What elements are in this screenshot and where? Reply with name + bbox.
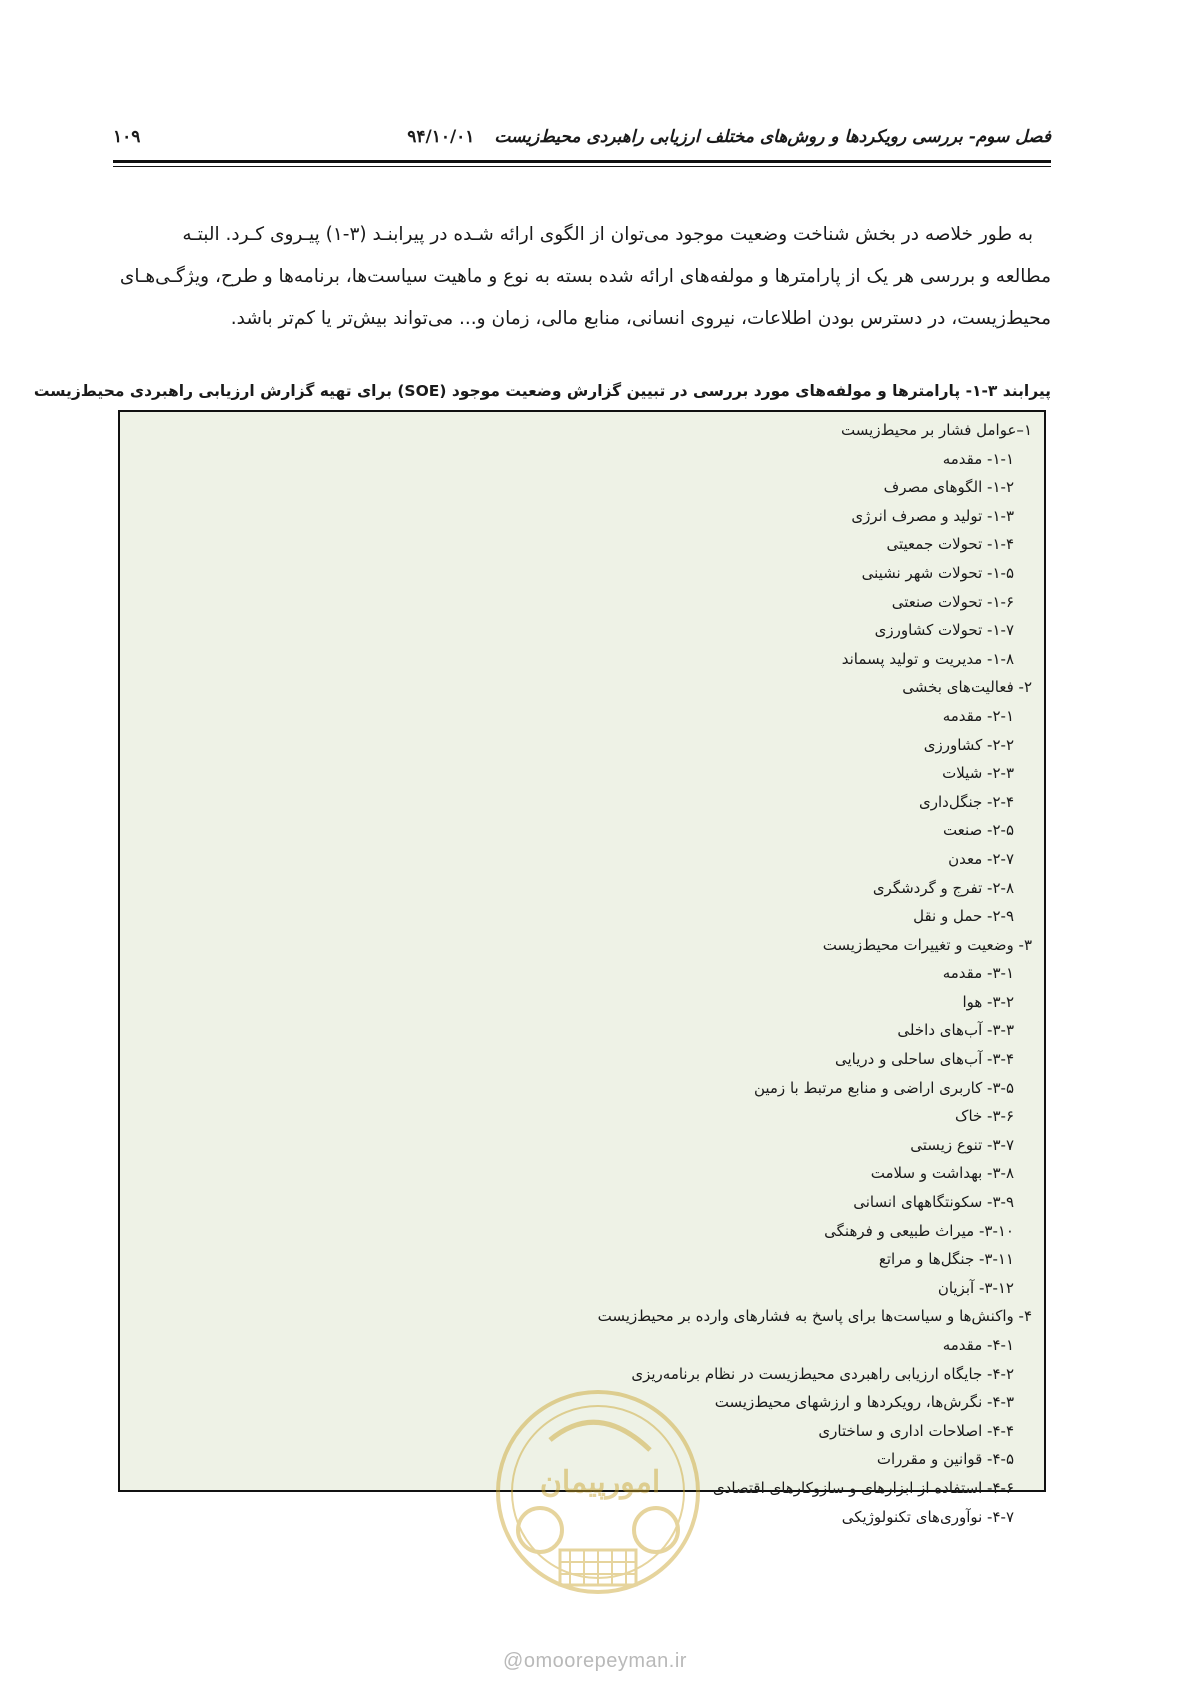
subsection-item: ۳-۴- آب‌های ساحلی و دریایی	[835, 1050, 1014, 1069]
subsection-item: ۳-۱۲- آبزیان	[937, 1278, 1014, 1297]
subsection-item: ۴-۱- مقدمه	[942, 1336, 1014, 1354]
subsection-item: ۳-۶- خاک	[955, 1107, 1014, 1126]
subsection-item: ۳-۱۱- جنگل‌ها و مراتع	[878, 1250, 1014, 1269]
subsection-item: ۳-۱۰- میراث طبیعی و فرهنگی	[824, 1221, 1014, 1240]
section-heading-item: ۱–عوامل فشار بر محیط‌زیست	[841, 421, 1032, 439]
subsection-item: ۲-۱- مقدمه	[942, 706, 1014, 725]
site-watermark: @omoorepeyman.ir	[503, 1650, 687, 1672]
running-header	[113, 122, 1051, 152]
subsection-item: ۳-۹- سکونتگاههای انسانی	[853, 1193, 1014, 1212]
header-rule-thin	[113, 166, 1051, 167]
subsection-item: ۱-۴- تحولات جمعیتی	[886, 535, 1014, 554]
header-date: ۹۴/۱۰/۰۱	[407, 127, 475, 147]
section-heading-item: ۳- وضعیت و تغییرات محیط‌زیست	[822, 935, 1032, 954]
subsection-item: ۲-۹- حمل و نقل	[913, 907, 1014, 926]
subsection-item: ۲-۲- کشاورزی	[923, 735, 1014, 754]
subsection-item: ۱-۱- مقدمه	[942, 449, 1014, 468]
subsection-item: ۴-۲- جایگاه ارزیابی راهبردی محیط‌زیست در نظام برنامه‌ریزی	[631, 1364, 1014, 1383]
subsection-item: ۱-۶- تحولات صنعتی	[891, 592, 1014, 611]
figure-caption: پیرابند ۳-۱- پارامترها و مولفه‌های مورد بررسی در تبیین گزارش وضعیت موجود (SOE) برای تهیه گزارش ارزیابی راهبردی محیط‌زیست	[33, 382, 1051, 400]
subsection-item: ۳-۱- مقدمه	[942, 964, 1014, 983]
subsection-item: ۴-۵- قوانین و مقررات	[876, 1450, 1014, 1469]
subsection-item: ۲-۵- صنعت	[943, 821, 1014, 840]
subsection-item: ۳-۷- تنوع زیستی	[910, 1135, 1014, 1154]
subsection-item: ۲-۷- معدن	[948, 849, 1014, 868]
subsection-item: ۲-۸- تفرج و گردشگری	[872, 878, 1014, 897]
parameters-box	[118, 410, 1046, 1526]
subsection-item: ۱-۳- تولید و مصرف انرژی	[851, 506, 1014, 525]
subsection-item: ۳-۳- آب‌های داخلی	[897, 1021, 1014, 1040]
subsection-item: ۱-۸- مدیریت و تولید پسماند	[841, 649, 1014, 668]
intro-line-2: مطالعه و بررسی هر یک از پارامترها و مولفه‌های ارائه شده بسته به نوع و ماهیت سیاست‌ها، برنامه‌ها و طرح، ویژگـی‌هـای	[119, 266, 1051, 287]
subsection-item: ۳-۲- هوا	[962, 992, 1014, 1011]
subsection-item: ۴-۴- اصلاحات اداری و ساختاری	[818, 1421, 1014, 1440]
intro-line-1: به طور خلاصه در بخش شناخت وضعیت موجود می‌توان از الگوی ارائه شـده در پیرابنـد (۳-۱) پیـروی کـرد. البتـه	[182, 224, 1033, 245]
gear-icon	[518, 1508, 678, 1552]
subsection-item: ۳-۸- بهداشت و سلامت	[870, 1164, 1014, 1183]
section-heading-item: ۴- واکنش‌ها و سیاست‌ها برای پاسخ به فشارهای وارده بر محیط‌زیست	[597, 1307, 1032, 1326]
intro-paragraph	[113, 214, 1051, 340]
subsection-item: ۴-۶- استفاده از ابزارهای و سازوکارهای اقتصادی	[712, 1478, 1014, 1497]
stamp-logo	[480, 1380, 716, 1608]
subsection-item: ۳-۵- کاربری اراضی و منابع مرتبط با زمین	[753, 1078, 1014, 1097]
stamp-text: امورپیمان	[539, 1465, 661, 1500]
header-rule-thick	[113, 160, 1051, 163]
page-number: ۱۰۹	[113, 127, 141, 147]
parameters-list	[598, 416, 1032, 1531]
intro-line-3: محیط‌زیست، در دسترس بودن اطلاعات، نیروی انسانی، منابع مالی، زمان و... می‌تواند بیش‌تر یا کم‌تر باشد.	[230, 308, 1051, 329]
subsection-item: ۴-۷- نوآوری‌های تکنولوژیکی	[841, 1507, 1014, 1526]
subsection-item: ۱-۷- تحولات کشاورزی	[874, 621, 1014, 640]
subsection-item: ۱-۵- تحولات شهر نشینی	[861, 563, 1014, 582]
subsection-item: ۱-۲- الگوهای مصرف	[883, 478, 1014, 497]
chapter-title: فصل سوم- بررسی رویکردها و روش‌های مختلف ارزیابی راهبردی محیط‌زیست	[494, 127, 1051, 147]
section-heading-item: ۲- فعالیت‌های بخشی	[902, 678, 1032, 697]
subsection-item: ۲-۴- جنگل‌داری	[919, 792, 1014, 811]
header-title-group	[407, 127, 1051, 147]
subsection-item: ۴-۳- نگرش‌ها، رویکردها و ارزشهای محیط‌زیست	[714, 1393, 1014, 1412]
subsection-item: ۲-۳- شیلات	[942, 764, 1014, 783]
